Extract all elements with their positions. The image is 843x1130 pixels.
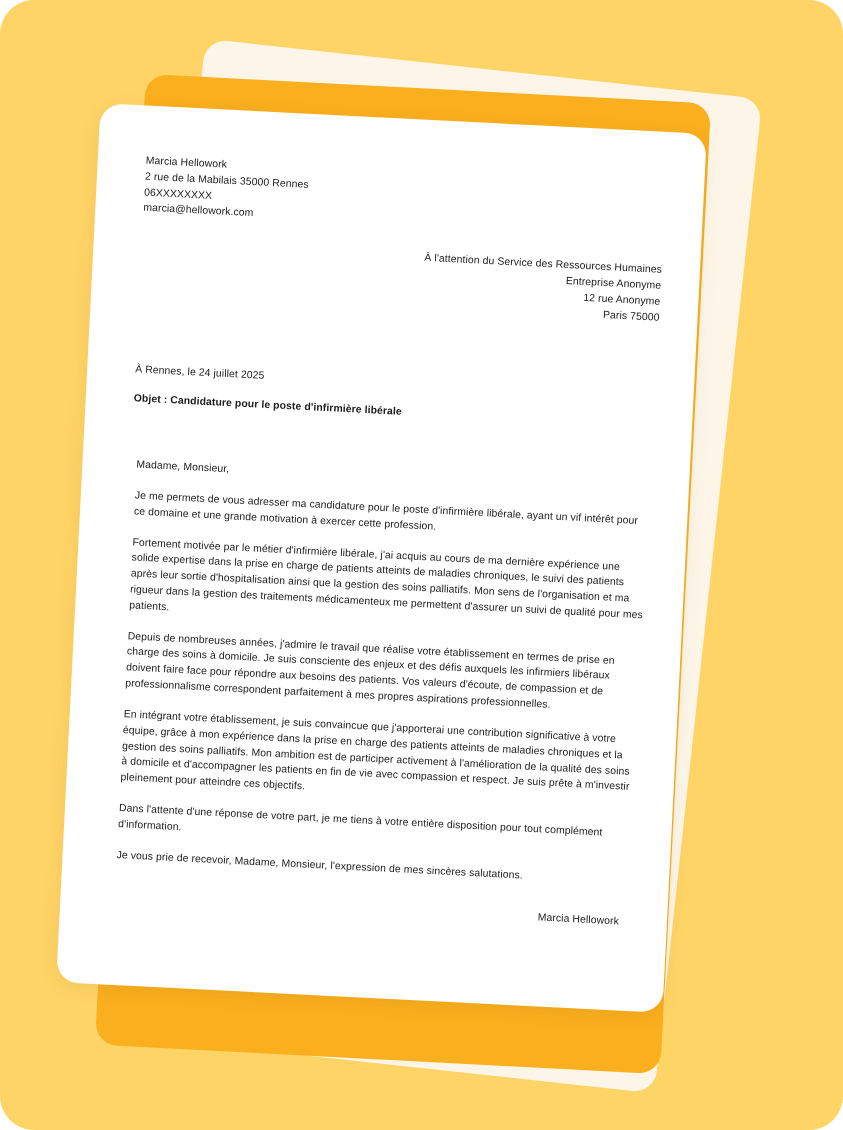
recipient-street: 12 rue Anonyme [583, 292, 661, 308]
letter-paragraph: Depuis de nombreuses années, j'admire le travail que réalise votre établissement en termes de prise en charge des soins à domicile. Je suis consciente des enjeux et des défis auxquels les infirmiers libéraux doivent faire face pour répondre aux besoins des patients. Vos valeurs d'écoute, de compassion et de professionnalisme correspondent parfaitement à mes propres aspirations professionnelles. [125, 630, 615, 711]
salutation: Madame, Monsieur, [136, 459, 230, 476]
letter-paragraph: Je vous prie de recevoir, Madame, Monsieur, l'expression de mes sincères salutations. [116, 849, 524, 882]
recipient-address-block [139, 237, 663, 327]
letter-paragraph: En intégrant votre établissement, je suis convaincue que j'apporterai une contribution significative à votre équipe, grâce à mon expérience dans la prise en charge des patients atteints de maladies chroniques et la gestion des soins palliatifs. Mon ambition est de participer activement à l'amélioration de la qualité des soins à domicile et d'accompagner les patients en fin de vie avec compassion et respect. Je suis prête à m'investir pleinement pour atteindre ces objectifs. [120, 709, 630, 794]
subject-line: Objet : Candidature pour le poste d'infirmière libérale [133, 393, 403, 419]
cover-letter-document [56, 103, 707, 1013]
letter-body [56, 103, 707, 1013]
sender-name: Marcia Hellowork [145, 155, 228, 171]
sender-phone: 06XXXXXXXX [143, 187, 213, 202]
letter-paragraph: Dans l'attente d'une réponse de votre part, je me tiens à votre entière disposition pour tout complément d'information. [117, 802, 603, 839]
recipient-city: Paris 75000 [602, 309, 660, 324]
letter-paragraph: Je me permets de vous adresser ma candidature pour le poste d'infirmière libérale, ayant un vif intérêt pour ce domaine et une grande motivation à exercer cette profession. [133, 490, 639, 533]
date-line: À Rennes, le 24 juillet 2025 [134, 363, 265, 382]
sender-address-block [143, 154, 667, 244]
signature: Marcia Hellowork [537, 912, 620, 928]
sender-email: marcia@hellowork.com [143, 202, 254, 220]
recipient-attention: À l'attention du Service des Ressources Humaines [424, 253, 663, 277]
sender-address: 2 rue de la Mabilais 35000 Rennes [144, 171, 309, 191]
recipient-company: Entreprise Anonyme [565, 276, 662, 292]
letter-paragraph: Fortement motivée par le métier d'infirmière libérale, j'ai acquis au cours de ma dernière expérience une solide expertise dans la prise en charge de patients atteints de maladies chroniques, le suivi des patients après leur sortie d'hospitalisation ainsi que la gestion des soins palliatifs. Mon sens de l'organisation et ma rigueur dans la gestion des traitements médicamenteux me permettent d'assurer un suivi de qualité pour mes patients. [128, 536, 644, 622]
